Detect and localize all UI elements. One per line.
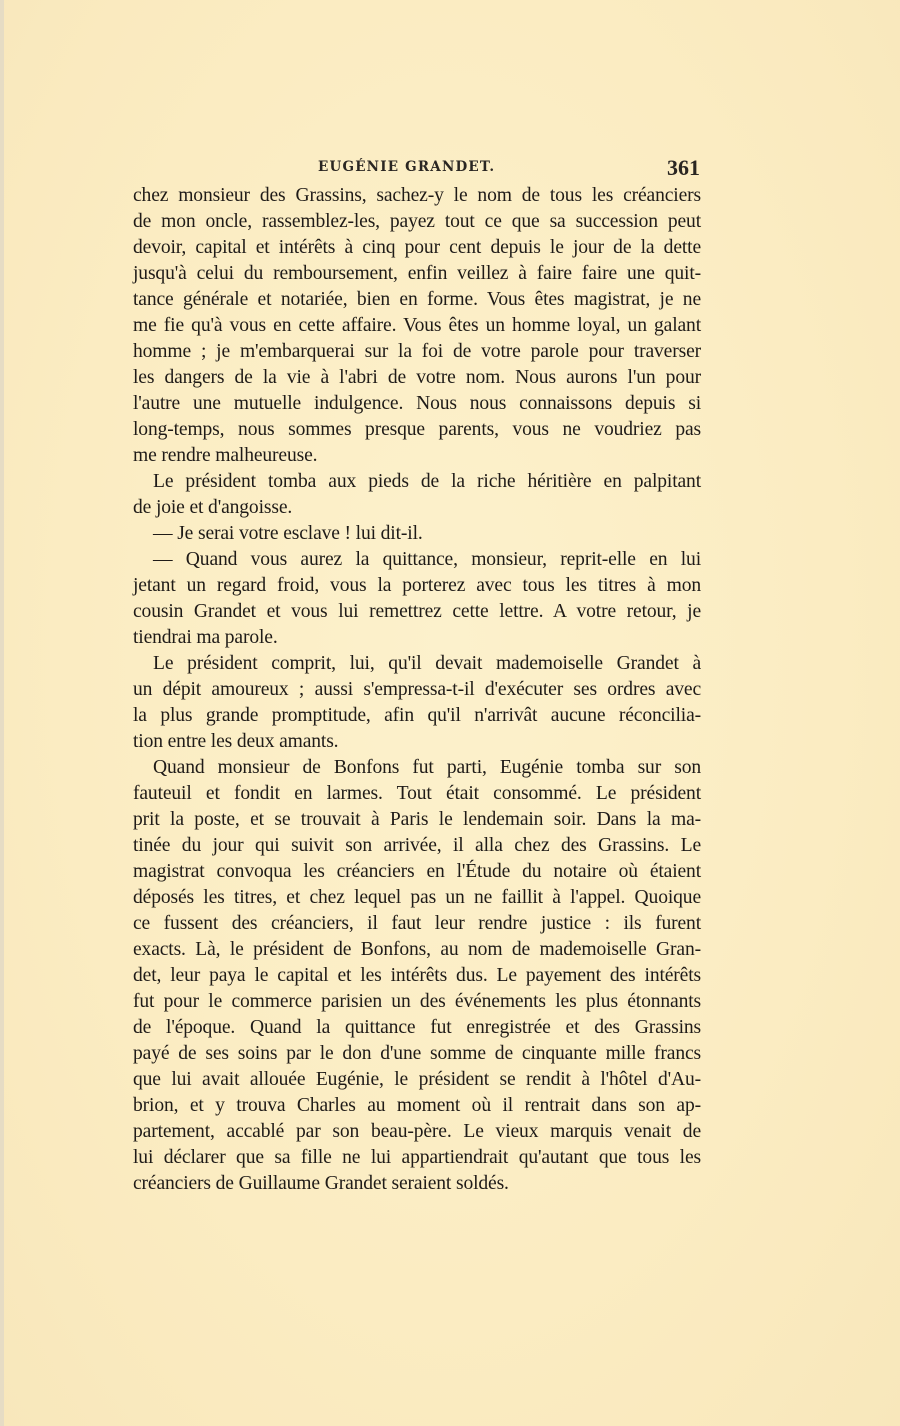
text-line: prit la poste, et se trouvait à Paris le lendemain soir. Dans la ma- <box>133 809 701 830</box>
text-line: Quand monsieur de Bonfons fut parti, Eugénie tomba sur son <box>153 757 701 778</box>
running-head <box>134 155 700 181</box>
text-line: de l'époque. Quand la quittance fut enregistrée et des Grassins <box>133 1017 701 1038</box>
text-line: jetant un regard froid, vous la porterez avec tous les titres à mon <box>133 575 701 596</box>
text-line: fauteuil et fondit en larmes. Tout était consommé. Le président <box>133 783 701 804</box>
text-line: de joie et d'angoisse. <box>133 497 293 518</box>
text-line: que lui avait allouée Eugénie, le président se rendit à l'hôtel d'Au- <box>133 1069 701 1090</box>
text-line: magistrat convoqua les créanciers en l'Étude du notaire où étaient <box>133 861 701 882</box>
text-line: det, leur paya le capital et les intérêts dus. Le payement des intérêts <box>133 965 701 986</box>
text-line: créanciers de Guillaume Grandet seraient soldés. <box>133 1173 509 1194</box>
text-line: homme ; je m'embarquerai sur la foi de votre parole pour traverser <box>133 341 701 362</box>
paragraph <box>133 547 701 651</box>
text-line: brion, et y trouva Charles au moment où il rentrait dans son ap- <box>133 1095 701 1116</box>
text-line: un dépit amoureux ; aussi s'empressa-t-il d'exécuter ses ordres avec <box>133 679 701 700</box>
body-text <box>133 183 701 1197</box>
text-line: la plus grande promptitude, afin qu'il n'arrivât aucune réconcilia- <box>133 705 701 726</box>
paragraph <box>133 469 701 521</box>
text-line: tinée du jour qui suivit son arrivée, il alla chez des Grassins. Le <box>133 835 701 856</box>
paragraph <box>133 183 701 469</box>
text-line: Le président tomba aux pieds de la riche héritière en palpitant <box>153 471 701 492</box>
text-line: devoir, capital et intérêts à cinq pour cent depuis le jour de la dette <box>133 237 701 258</box>
page-edge <box>0 0 4 1426</box>
text-line: ce fussent des créanciers, il faut leur rendre justice : ils furent <box>133 913 701 934</box>
paragraph <box>133 521 701 547</box>
text-line: l'autre une mutuelle indulgence. Nous nous connaissons depuis si <box>133 393 701 414</box>
text-line: tiendrai ma parole. <box>133 627 278 648</box>
paragraph <box>133 651 701 755</box>
text-line: les dangers de la vie à l'abri de votre nom. Nous aurons l'un pour <box>133 367 701 388</box>
text-line: — Quand vous aurez la quittance, monsieur, reprit-elle en lui <box>153 549 701 570</box>
text-line: partement, accablé par son beau-père. Le vieux marquis venait de <box>133 1121 701 1142</box>
text-line: fut pour le commerce parisien un des événements les plus étonnants <box>133 991 701 1012</box>
text-line: cousin Grandet et vous lui remettrez cette lettre. A votre retour, je <box>133 601 701 622</box>
text-line: Le président comprit, lui, qu'il devait mademoiselle Grandet à <box>153 653 701 674</box>
text-line: payé de ses soins par le don d'une somme de cinquante mille francs <box>133 1043 701 1064</box>
text-line: chez monsieur des Grassins, sachez-y le nom de tous les créanciers <box>133 185 701 206</box>
text-line: — Je serai votre esclave ! lui dit-il. <box>153 523 423 544</box>
text-line: exacts. Là, le président de Bonfons, au nom de mademoiselle Gran- <box>133 939 701 960</box>
text-line: long-temps, nous sommes presque parents, vous ne voudriez pas <box>133 419 701 440</box>
text-line: tion entre les deux amants. <box>133 731 339 752</box>
page-number: 361 <box>667 155 700 180</box>
text-line: tance générale et notariée, bien en forme. Vous êtes magistrat, je ne <box>133 289 701 310</box>
running-title: EUGÉNIE GRANDET. <box>318 159 496 175</box>
text-line: lui déclarer que sa fille ne lui appartiendrait qu'autant que tous les <box>133 1147 701 1168</box>
text-line: me fie qu'à vous en cette affaire. Vous êtes un homme loyal, un galant <box>133 315 701 336</box>
text-line: jusqu'à celui du remboursement, enfin veillez à faire faire une quit- <box>133 263 701 284</box>
text-line: déposés les titres, et chez lequel pas un ne faillit à l'appel. Quoique <box>133 887 701 908</box>
text-line: de mon oncle, rassemblez-les, payez tout ce que sa succession peut <box>133 211 701 232</box>
text-line: me rendre malheureuse. <box>133 445 318 466</box>
paragraph <box>133 755 701 1197</box>
